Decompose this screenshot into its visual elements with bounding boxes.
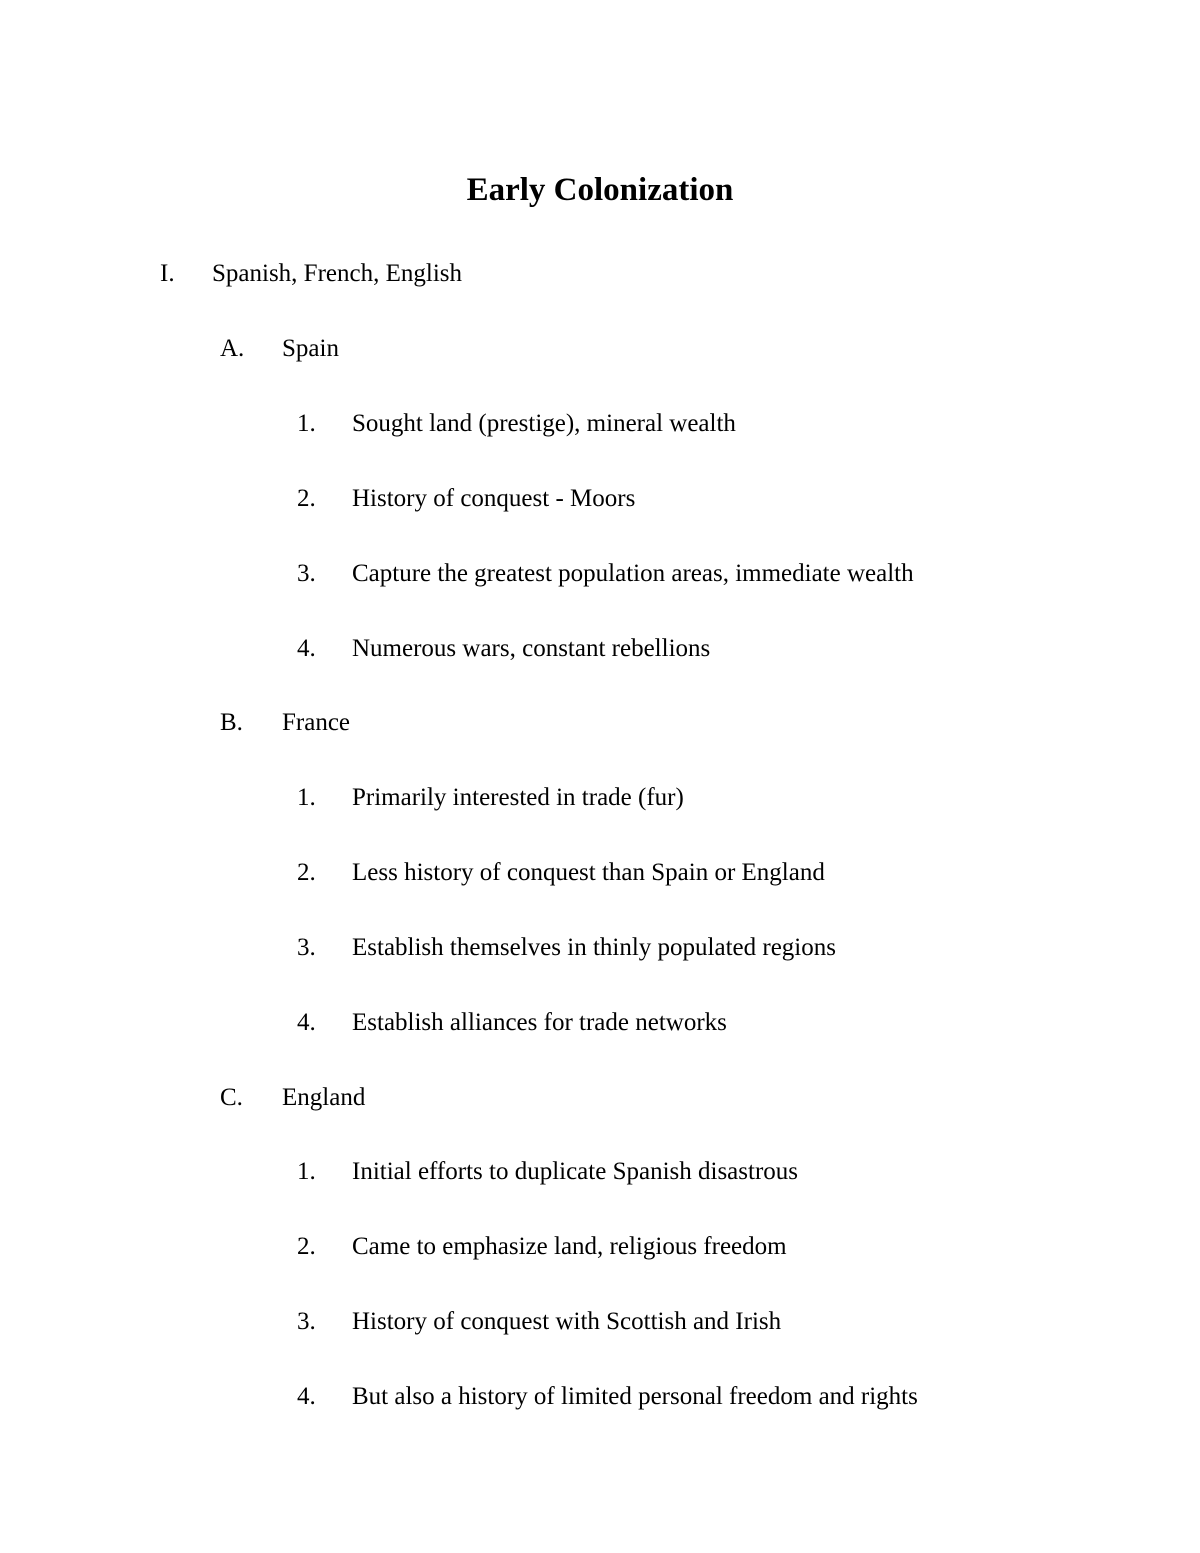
outline-item-text: But also a history of limited personal freedom and rights	[352, 1383, 918, 1410]
outline-item-text: Came to emphasize land, religious freedom	[352, 1233, 787, 1260]
outline-marker: C.	[220, 1084, 243, 1111]
outline-group-text: France	[282, 709, 351, 736]
outline-item-text: History of conquest with Scottish and Irish	[352, 1308, 782, 1335]
outline-marker: 4.	[297, 1383, 316, 1410]
outline-item-text: Establish alliances for trade networks	[352, 1009, 727, 1036]
outline-marker: 3.	[297, 1308, 316, 1335]
outline-marker: 2.	[297, 1233, 316, 1260]
outline-marker: 3.	[297, 934, 316, 961]
outline-marker: 4.	[297, 635, 316, 662]
outline-item-text: Initial efforts to duplicate Spanish disastrous	[352, 1158, 798, 1185]
outline-marker: 1.	[297, 1158, 316, 1185]
outline-item-text: Establish themselves in thinly populated regions	[352, 934, 836, 961]
outline-marker: 1.	[297, 410, 316, 437]
outline-group-text: Spain	[282, 335, 339, 362]
outline-section-text: Spanish, French, English	[212, 260, 462, 287]
document-title: Early Colonization	[466, 172, 734, 208]
outline-marker: 2.	[297, 485, 316, 512]
outline-marker: 1.	[297, 784, 316, 811]
outline-item-text: Numerous wars, constant rebellions	[352, 635, 711, 662]
outline-group-text: England	[282, 1084, 366, 1111]
outline-item-text: Primarily interested in trade (fur)	[352, 784, 684, 811]
outline-marker: 4.	[297, 1009, 316, 1036]
outline-marker: I.	[160, 260, 175, 287]
outline-item-text: Less history of conquest than Spain or England	[352, 859, 825, 886]
outline-marker: 3.	[297, 560, 316, 587]
outline-item-text: Sought land (prestige), mineral wealth	[352, 410, 736, 437]
outline-item-text: Capture the greatest population areas, immediate wealth	[352, 560, 914, 587]
outline-marker: 2.	[297, 859, 316, 886]
outline-marker: A.	[220, 335, 245, 362]
outline-item-text: History of conquest - Moors	[352, 485, 636, 512]
outline-marker: B.	[220, 709, 243, 736]
